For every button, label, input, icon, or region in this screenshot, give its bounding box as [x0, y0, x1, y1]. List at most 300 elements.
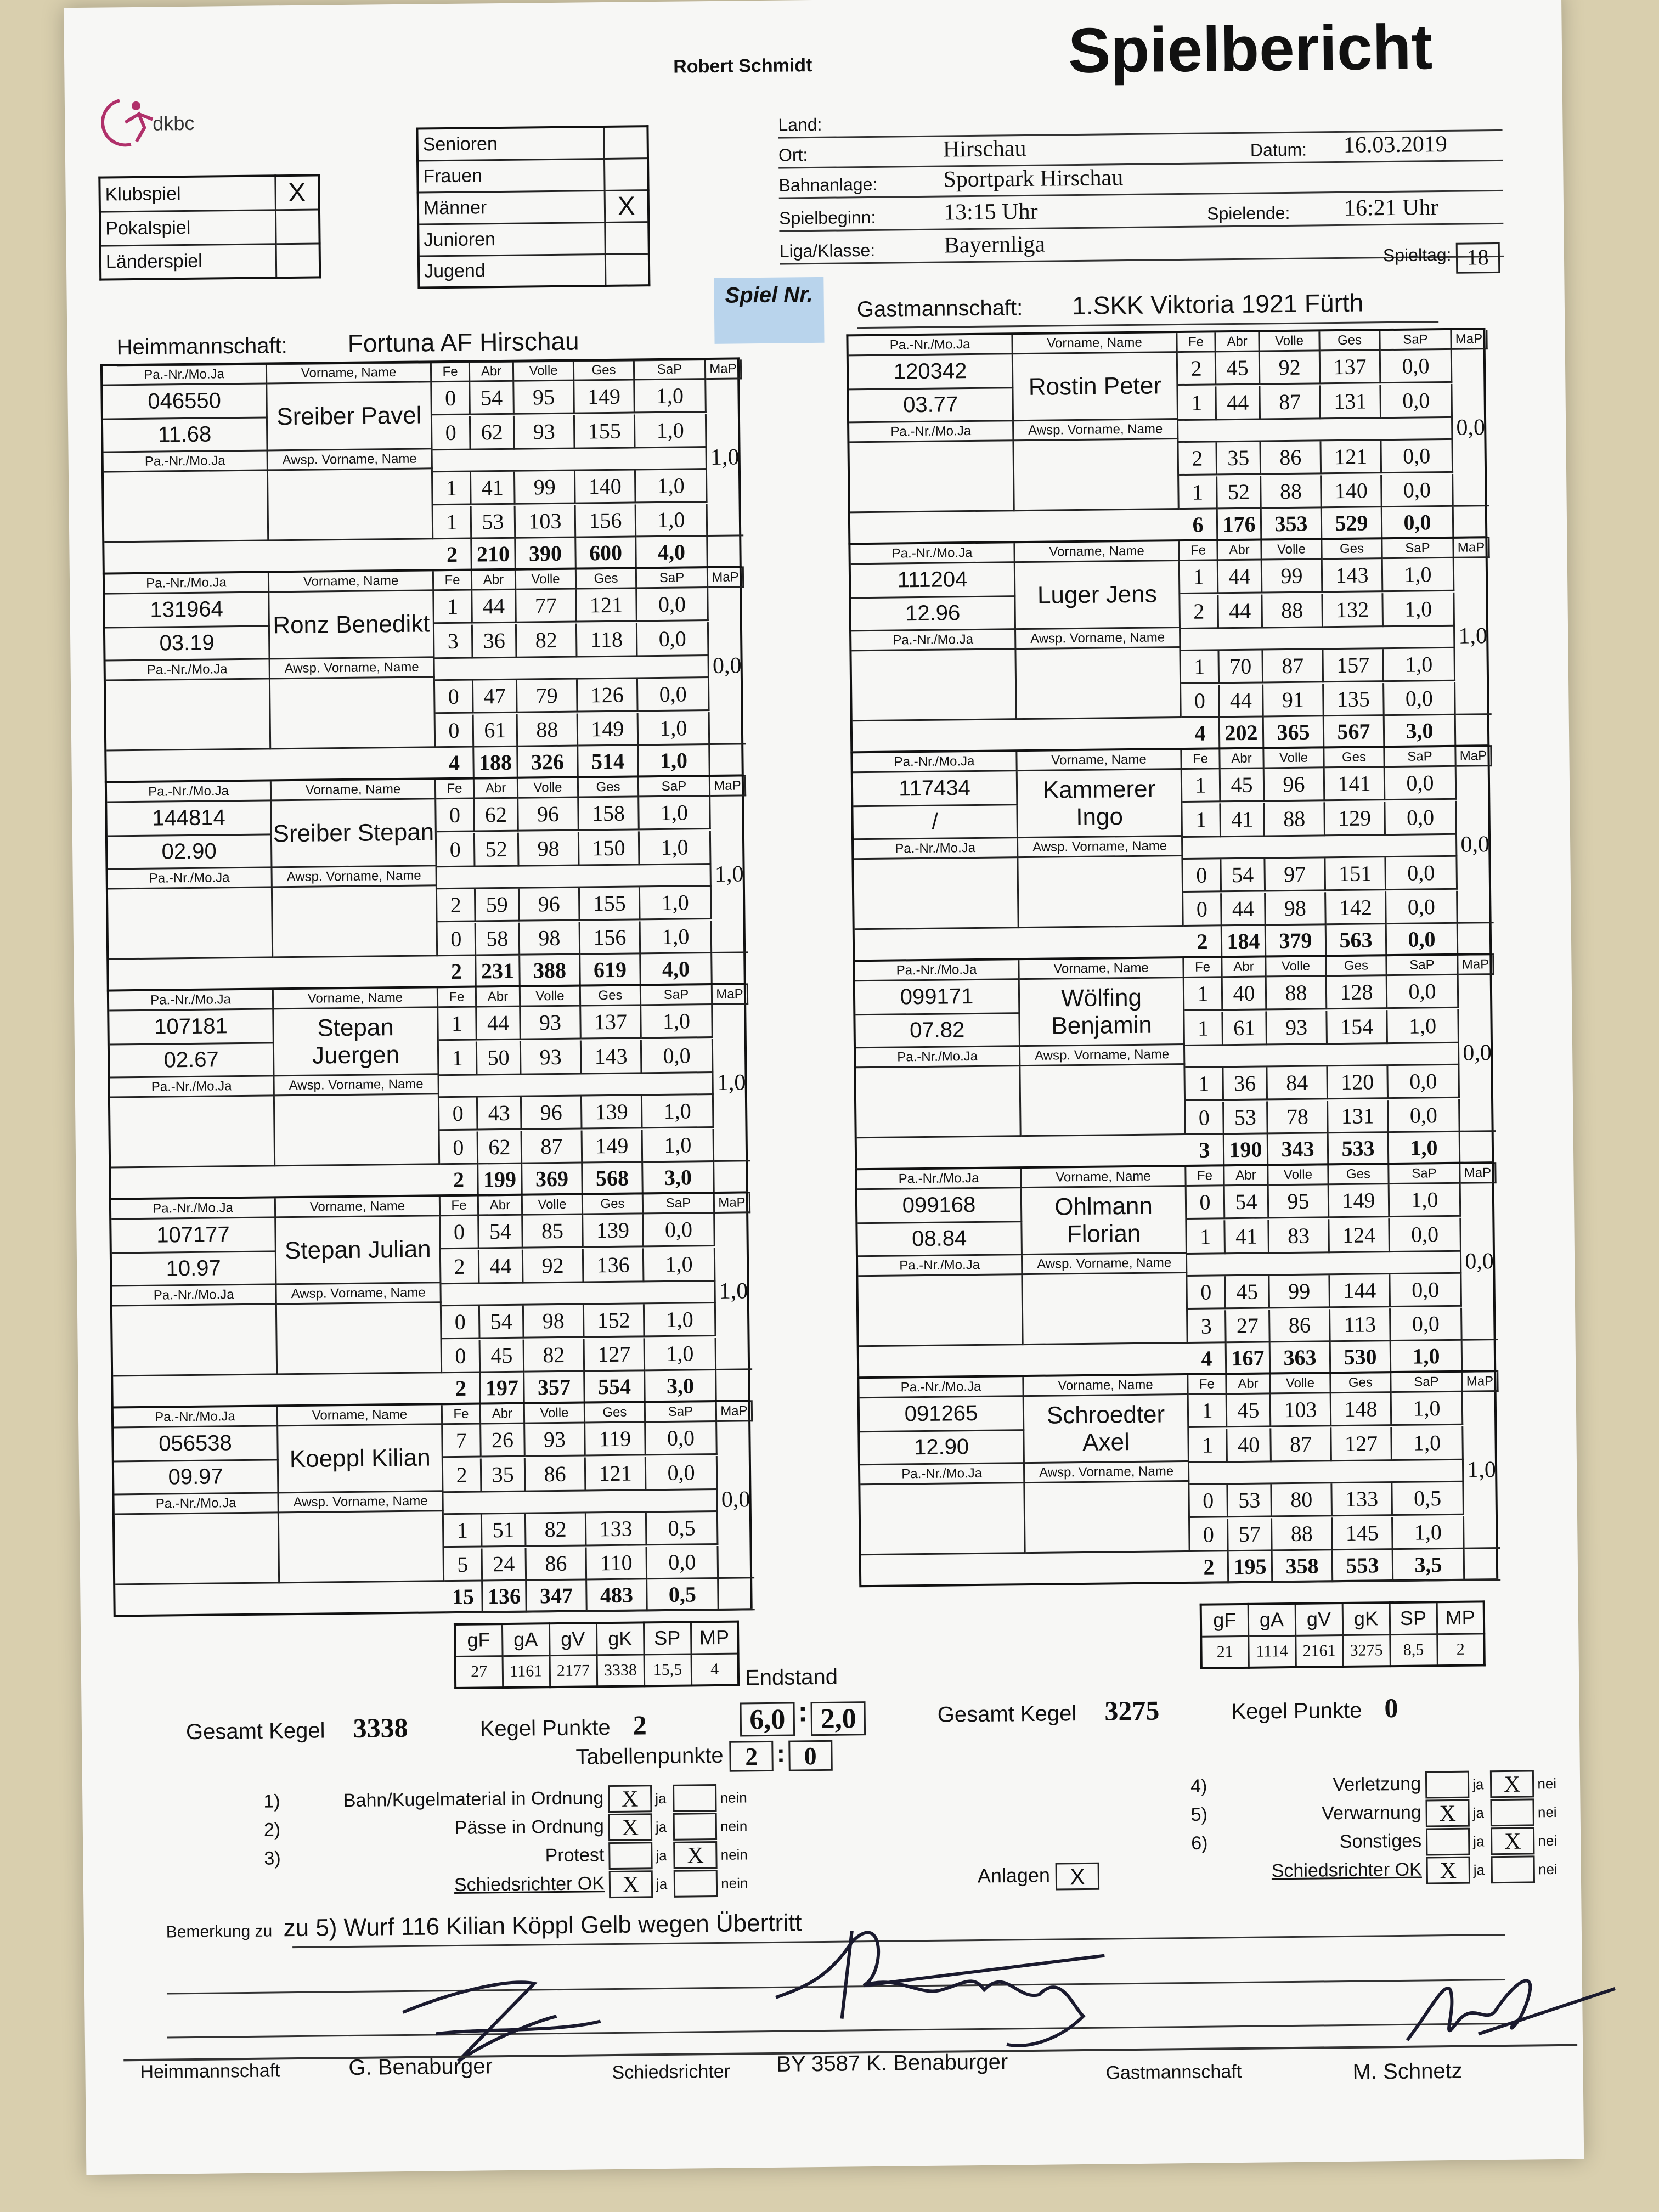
col-header: Volle	[1268, 1165, 1329, 1186]
col-header: SaP	[1387, 956, 1458, 976]
total-value: 2	[438, 956, 477, 989]
lane-value: 52	[1217, 476, 1262, 509]
lane-value: 41	[1225, 1220, 1269, 1254]
lane-value: 44	[479, 1250, 524, 1284]
lane-value: 128	[1327, 976, 1388, 1009]
col-header: SaP	[1380, 330, 1452, 351]
lane-value: 113	[1330, 1308, 1391, 1342]
lane-value: 0,0	[1390, 1218, 1462, 1252]
name-label: Vorname, Name	[274, 988, 438, 1009]
summary-value: 15,5	[644, 1654, 692, 1686]
total-value: 530	[1331, 1341, 1392, 1374]
col-header: MaP	[1460, 1164, 1496, 1184]
guest-tabellenpunkte: 0	[788, 1740, 833, 1771]
logo-text: dkbc	[153, 111, 195, 135]
sub-id-empty	[854, 858, 1019, 930]
lane-value: 58	[476, 923, 521, 956]
total-value: 210	[472, 539, 516, 571]
gap-row	[437, 864, 712, 889]
col-header: Ges	[581, 986, 641, 1006]
check-label: Schiedsrichter OK	[1271, 1859, 1422, 1882]
total-value: 1,0	[1389, 1132, 1461, 1165]
col-header: SaP	[644, 1194, 715, 1214]
total-value: 1,0	[639, 745, 710, 777]
gap-row	[441, 1280, 715, 1306]
box-label: Pokalspiel	[100, 210, 276, 245]
total-value: 15	[444, 1581, 483, 1613]
player-birth: 02.67	[110, 1043, 275, 1078]
lane-value: 98	[1266, 892, 1327, 926]
name-label: Vorname, Name	[269, 571, 434, 592]
player-id: 099168	[857, 1188, 1023, 1224]
lane-value: 131	[1321, 385, 1381, 419]
map-value: 1,0	[706, 379, 743, 537]
sub-name-empty	[1023, 1273, 1188, 1345]
sub-id-empty	[856, 1066, 1021, 1138]
lane-value: 1,0	[641, 1005, 713, 1039]
lane-value: 155	[580, 887, 641, 921]
lane-value: 96	[520, 888, 580, 922]
total-value: 6	[1180, 509, 1218, 541]
lane-value: 0,0	[1388, 1065, 1460, 1099]
lane-value: 0,0	[1386, 891, 1458, 924]
check-ja-box: X	[1425, 1799, 1470, 1827]
col-header: Volle	[521, 987, 581, 1007]
lane-value: 131	[1328, 1100, 1389, 1133]
player-block	[857, 1370, 1498, 1585]
lane-value: 87	[1263, 650, 1324, 683]
col-header: SaP	[1389, 1164, 1460, 1184]
sub-name-empty	[277, 1303, 442, 1375]
player-block	[846, 328, 1487, 543]
sub-name-empty	[273, 886, 438, 958]
check-row	[263, 1784, 754, 1816]
id-label: Pa.-Nr./Mo.Ja	[109, 990, 274, 1011]
total-value: 353	[1262, 508, 1323, 540]
lane-value: 88	[1267, 977, 1328, 1010]
player-id: 120342	[849, 354, 1014, 390]
lane-value: 1	[1179, 476, 1218, 510]
lane-value: 0	[438, 923, 477, 957]
lane-value: 54	[1225, 1186, 1269, 1219]
spieltag-value: 18	[1455, 242, 1500, 274]
category-box	[416, 125, 650, 289]
lane-value: 44	[472, 590, 517, 624]
lane-value: 99	[1262, 560, 1323, 593]
player-block	[109, 1191, 751, 1406]
total-value: 3	[1186, 1135, 1225, 1167]
col-header: Fe	[432, 363, 470, 383]
lane-value: 96	[518, 798, 579, 832]
lane-value: 0	[1189, 1485, 1228, 1518]
col-header: Ges	[1331, 1373, 1391, 1393]
col-header: MaP	[715, 1193, 751, 1214]
lane-value: 1	[444, 1514, 483, 1548]
lane-value: 91	[1263, 684, 1324, 717]
lane-value: 103	[1271, 1393, 1332, 1427]
lane-value: 0	[436, 715, 475, 748]
lane-value: 135	[1324, 683, 1385, 716]
info-ort: Ort: Hirschau Datum: 16.03.2019	[778, 127, 1503, 169]
check-nein-box: X	[1490, 1770, 1534, 1798]
player-id: 111204	[851, 563, 1016, 599]
ja-label: ja	[1473, 1833, 1485, 1850]
lane-value: 0,0	[1389, 1099, 1460, 1133]
lane-value: 53	[1224, 1101, 1268, 1135]
map-value: 0,0	[717, 1421, 754, 1579]
check-num	[1192, 1877, 1241, 1878]
check-label: Schiedsrichter OK	[454, 1873, 605, 1896]
total-value: 553	[1333, 1550, 1394, 1582]
name-label: Vorname, Name	[278, 1405, 443, 1426]
id-label: Pa.-Nr./Mo.Ja	[107, 781, 272, 803]
lane-value: 141	[1325, 768, 1386, 801]
lane-value: 119	[585, 1423, 646, 1456]
lane-value: 120	[1328, 1066, 1389, 1099]
col-header: MaP	[713, 985, 748, 1005]
sub-id-label: Pa.-Nr./Mo.Ja	[108, 868, 273, 889]
lane-value: 54	[479, 1216, 523, 1249]
player-block	[100, 357, 742, 572]
lane-value: 1	[434, 591, 473, 624]
sub-name-label: Awsp. Vorname, Name	[274, 1075, 439, 1096]
lane-value: 3	[435, 625, 473, 659]
lane-value: 152	[584, 1304, 645, 1338]
total-value: 343	[1268, 1133, 1329, 1166]
lane-value: 0,0	[642, 1039, 714, 1074]
lane-value: 140	[1322, 475, 1383, 508]
lane-value: 0,5	[647, 1512, 719, 1545]
summary-header: SP	[644, 1622, 691, 1654]
col-header: SaP	[639, 777, 710, 797]
total-value: 184	[1222, 926, 1267, 958]
sub-id-label: Pa.-Nr./Mo.Ja	[851, 630, 1016, 651]
total-value: 363	[1271, 1342, 1331, 1374]
lane-value: 52	[475, 833, 520, 867]
total-value: 2	[1184, 926, 1223, 958]
check-row	[1190, 1770, 1563, 1801]
check-label: Verletzung	[1333, 1773, 1421, 1796]
lane-value: 0	[1187, 1186, 1226, 1220]
gap-row	[435, 655, 709, 681]
lane-value: 0,0	[644, 1214, 715, 1247]
name-label: Vorname, Name	[267, 363, 432, 384]
lane-value: 1	[1184, 1012, 1223, 1046]
lane-value: 70	[1219, 650, 1263, 684]
col-header: SaP	[641, 985, 713, 1006]
sub-id-empty	[106, 679, 271, 751]
id-label: Pa.-Nr./Mo.Ja	[103, 364, 267, 386]
col-header: Volle	[525, 1403, 585, 1424]
sub-name-label: Awsp. Vorname, Name	[1023, 1254, 1187, 1275]
player-block	[855, 1161, 1496, 1376]
lane-value: 93	[521, 1007, 582, 1040]
nein-label: nein	[720, 1789, 747, 1806]
lane-value: 157	[1323, 649, 1384, 682]
ja-label: ja	[656, 1847, 667, 1864]
summary-value: 27	[455, 1656, 503, 1688]
gap-row	[443, 1489, 718, 1515]
lane-value: 140	[575, 470, 636, 504]
lane-value: 0,0	[1385, 801, 1457, 836]
ref-sign-name: BY 3587 K. Benaburger	[776, 2050, 1008, 2076]
lane-value: 0,5	[1392, 1482, 1464, 1516]
col-header: SaP	[1383, 539, 1454, 559]
total-value: 3,0	[643, 1162, 715, 1194]
lane-value: 62	[471, 416, 515, 450]
lane-value: 126	[578, 679, 639, 712]
lane-value: 98	[519, 832, 580, 867]
total-value: 3,0	[645, 1370, 717, 1403]
player-name: Kammerer Ingo	[1018, 770, 1183, 838]
col-header: Volle	[518, 778, 579, 799]
total-value: 195	[1229, 1551, 1273, 1583]
col-header: Volle	[1271, 1374, 1331, 1394]
lane-value: 154	[1327, 1010, 1388, 1045]
player-birth: 03.19	[105, 627, 270, 661]
col-header: Fe	[1180, 541, 1218, 561]
lane-value: 2	[1180, 595, 1219, 629]
gap-row	[1189, 1459, 1464, 1485]
lane-value: 95	[1269, 1185, 1330, 1218]
col-header: Ges	[1320, 331, 1380, 351]
lane-value: 93	[1267, 1011, 1328, 1045]
total-value: 563	[1327, 924, 1387, 957]
lane-value: 1,0	[636, 470, 708, 503]
lane-value: 121	[577, 589, 637, 622]
lane-value: 0	[437, 833, 476, 868]
sub-id-label: Pa.-Nr./Mo.Ja	[860, 1464, 1025, 1485]
lane-value: 0,0	[1384, 682, 1456, 716]
summary-value: 2177	[550, 1655, 597, 1687]
lane-value: 0	[442, 1306, 481, 1339]
total-value: 600	[576, 537, 637, 569]
total-value: 619	[580, 954, 641, 986]
total-value: 568	[583, 1163, 644, 1195]
lane-value: 132	[1323, 593, 1384, 628]
tabellenpunkte: Tabellenpunkte 2 : 0	[575, 1738, 832, 1774]
lane-value: 1	[1187, 1220, 1226, 1255]
lane-value: 1	[439, 1042, 478, 1076]
lane-value: 1,0	[635, 414, 707, 448]
col-header: Fe	[1184, 958, 1222, 978]
nein-label: nein	[720, 1818, 748, 1835]
lane-value: 1	[1182, 803, 1221, 838]
sub-name-label: Awsp. Vorname, Name	[270, 658, 435, 679]
check-nein-box: X	[673, 1841, 718, 1869]
lane-value: 1,0	[641, 921, 713, 954]
total-value: 199	[478, 1164, 523, 1197]
player-birth: 12.90	[860, 1431, 1025, 1465]
home-sign-name: G. Benaburger	[348, 2054, 493, 2080]
lane-value: 88	[1262, 594, 1323, 628]
home-gesamt-kegel: Gesamt Kegel 3338 Kegel Punkte 2	[185, 1709, 647, 1745]
guest-sign-label: Gastmannschaft	[1105, 2061, 1242, 2084]
home-endstand: 6,0	[740, 1702, 795, 1736]
sub-id-empty	[108, 888, 273, 960]
sub-name-label: Awsp. Vorname, Name	[268, 449, 433, 471]
total-map-empty	[1465, 1549, 1501, 1581]
lane-value: 0,0	[637, 588, 709, 622]
check-label: Bahn/Kugelmaterial in Ordnung	[343, 1787, 604, 1812]
lane-value: 0	[441, 1216, 479, 1249]
lane-value: 87	[1260, 385, 1321, 420]
lane-value: 83	[1269, 1219, 1330, 1254]
home-summary-table	[454, 1621, 740, 1689]
total-value: 197	[481, 1373, 525, 1405]
lane-value: 0,0	[647, 1546, 719, 1579]
lane-value: 127	[1331, 1427, 1392, 1462]
col-header: Fe	[434, 571, 472, 591]
summary-value: 2161	[1295, 1635, 1343, 1667]
lane-value: 133	[586, 1513, 647, 1546]
name-label: Vorname, Name	[272, 780, 436, 801]
player-name: Schroedter Axel	[1024, 1395, 1189, 1464]
sub-id-label: Pa.-Nr./Mo.Ja	[856, 1047, 1020, 1068]
check-nein-box	[1491, 1855, 1536, 1883]
col-header: Ges	[1329, 1165, 1389, 1185]
home-team-name: Fortuna AF Hirschau	[347, 326, 579, 358]
col-header: Ges	[574, 360, 635, 381]
box-mark: X	[605, 190, 649, 222]
lane-value: 155	[575, 414, 636, 449]
col-header: Volle	[1260, 331, 1320, 352]
check-row	[1190, 1798, 1563, 1830]
guest-signature	[1395, 1956, 1627, 2068]
lane-value: 143	[1323, 559, 1384, 592]
col-header: SaP	[637, 568, 708, 589]
name-label: Vorname, Name	[276, 1197, 441, 1218]
lane-value: 87	[522, 1131, 583, 1164]
col-header: Volle	[1262, 540, 1322, 560]
id-label: Pa.-Nr./Mo.Ja	[848, 335, 1013, 356]
check-num: 3)	[264, 1848, 281, 1869]
lane-value: 35	[1217, 442, 1261, 475]
ja-label: ja	[655, 1790, 667, 1807]
total-value: 529	[1322, 507, 1383, 540]
player-block	[107, 983, 748, 1198]
lane-value: 78	[1268, 1101, 1329, 1134]
player-birth: 11.68	[103, 418, 268, 453]
total-value: 3,5	[1393, 1549, 1465, 1582]
box-mark	[605, 253, 650, 286]
player-birth: 09.97	[114, 1460, 279, 1495]
sub-id-empty	[110, 1096, 275, 1168]
lane-value: 77	[516, 590, 577, 623]
lane-value: 61	[474, 714, 518, 748]
lane-value: 44	[1216, 386, 1261, 420]
lane-value: 86	[527, 1547, 588, 1581]
summary-header: MP	[691, 1622, 738, 1654]
box-row	[100, 243, 320, 279]
summary-value: 2	[1437, 1633, 1485, 1666]
lane-value: 0,0	[637, 622, 709, 657]
lane-value: 97	[1265, 858, 1326, 891]
sub-name-empty	[1014, 439, 1179, 511]
lane-value: 54	[1221, 859, 1266, 892]
lane-value: 36	[1223, 1067, 1268, 1101]
ja-label: ja	[1472, 1804, 1485, 1821]
col-header: SaP	[635, 360, 706, 380]
lane-value: 0	[1186, 1102, 1224, 1135]
lane-value: 1,0	[643, 1129, 715, 1163]
guest-sign-name: M. Schnetz	[1352, 2058, 1463, 2084]
lane-value: 0,0	[1390, 1274, 1462, 1307]
map-value: 0,0	[1459, 975, 1496, 1132]
col-header: Ges	[1327, 956, 1387, 977]
map-value: 0,0	[1452, 349, 1489, 507]
lane-value: 36	[473, 624, 517, 659]
total-value: 358	[1273, 1550, 1334, 1583]
lane-value: 158	[579, 797, 640, 831]
sub-name-label: Awsp. Vorname, Name	[276, 1283, 441, 1305]
id-label: Pa.-Nr./Mo.Ja	[857, 1169, 1022, 1190]
total-map-empty	[708, 536, 744, 568]
lane-value: 96	[522, 1097, 583, 1130]
lane-value: 149	[1329, 1184, 1390, 1218]
lane-value: 1,0	[642, 1095, 714, 1128]
lane-value: 137	[1321, 351, 1381, 384]
col-header: SaP	[646, 1402, 717, 1423]
check-nein-box	[673, 1813, 718, 1841]
lane-value: 1,0	[639, 797, 711, 830]
id-label: Pa.-Nr./Mo.Ja	[111, 1198, 276, 1220]
lane-value: 41	[1221, 803, 1265, 837]
player-block	[850, 744, 1492, 960]
check-row	[264, 1841, 754, 1873]
lane-value: 143	[582, 1040, 642, 1074]
sub-name-label: Awsp. Vorname, Name	[1016, 628, 1181, 650]
lane-value: 93	[525, 1423, 586, 1457]
lane-value: 121	[586, 1457, 647, 1491]
lane-value: 0	[439, 1097, 478, 1131]
guest-team-table	[846, 328, 1498, 1587]
summary-value: 1114	[1248, 1635, 1296, 1668]
sub-id-empty	[851, 650, 1017, 721]
lane-value: 0,0	[1385, 767, 1457, 800]
nein-label: nei	[1537, 1803, 1557, 1821]
spiel-nr-box: Spiel Nr.	[714, 277, 824, 344]
gap-row	[1185, 1042, 1459, 1068]
summary-header: gV	[549, 1623, 597, 1655]
lane-value: 53	[1228, 1484, 1272, 1517]
lane-value: 103	[516, 505, 577, 539]
gap-row	[1183, 834, 1457, 860]
lane-value: 99	[1269, 1275, 1330, 1308]
player-id: 046550	[103, 384, 268, 420]
total-value: 202	[1220, 717, 1265, 749]
map-value: 1,0	[710, 796, 748, 953]
lane-value: 82	[526, 1513, 587, 1547]
lane-value: 1,0	[645, 1304, 716, 1337]
lane-value: 1,0	[1390, 1184, 1462, 1217]
lane-value: 1,0	[1392, 1426, 1464, 1461]
sub-name-label: Awsp. Vorname, Name	[1014, 420, 1178, 441]
gap-row	[439, 1072, 713, 1098]
box-label: Frauen	[417, 159, 605, 193]
lane-value: 0	[435, 681, 474, 714]
player-block	[105, 774, 746, 989]
lane-value: 137	[581, 1006, 642, 1039]
lane-value: 0,0	[1386, 857, 1458, 890]
lane-value: 150	[579, 831, 640, 866]
total-value: 554	[585, 1371, 646, 1403]
name-label: Vorname, Name	[1013, 333, 1177, 354]
lane-value: 45	[481, 1340, 525, 1373]
col-header: MaP	[1454, 538, 1489, 558]
total-value: 347	[527, 1580, 588, 1612]
summary-header: gK	[1342, 1602, 1390, 1635]
